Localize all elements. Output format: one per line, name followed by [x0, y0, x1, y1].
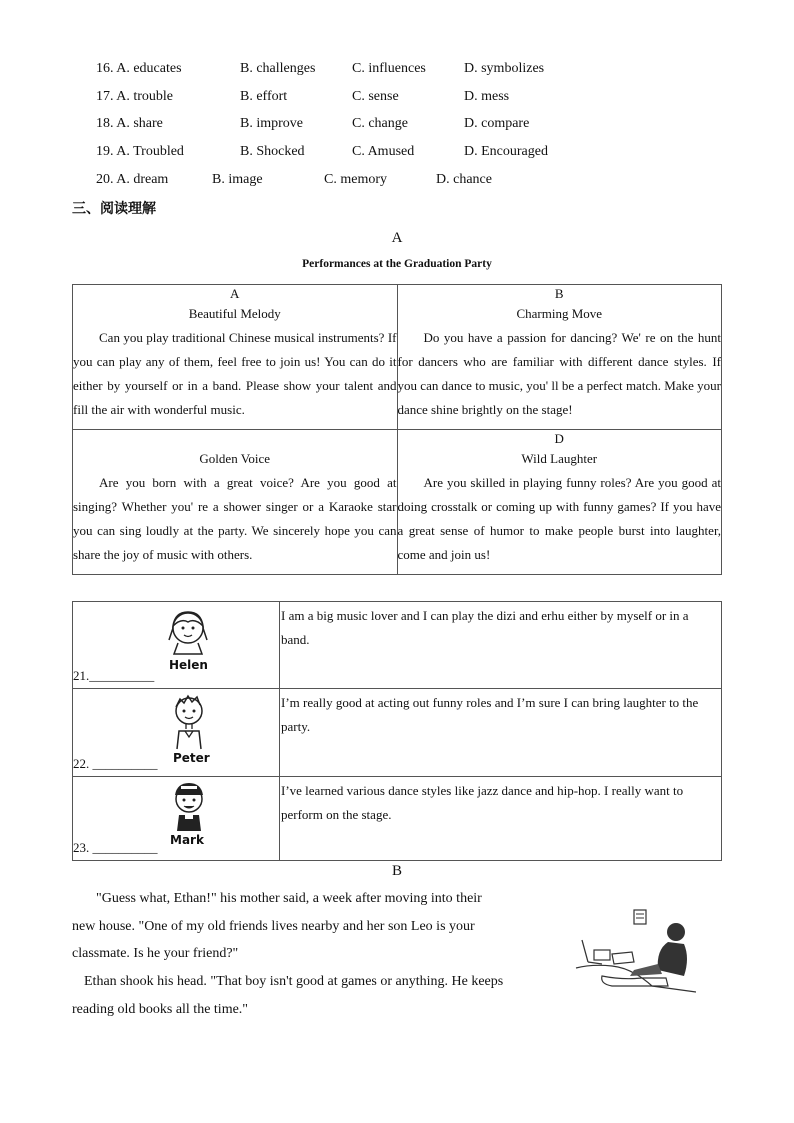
cell-text: Are you born with a great voice? Are you good at singing? Whether you' re a shower singer or a Karaoke star you can sing loudly at the party. We sincerely hope you can share the joy of music with others.	[73, 475, 397, 562]
statement-cell	[280, 602, 722, 689]
performance-cell	[397, 285, 722, 430]
person-name: Peter	[173, 751, 210, 765]
cell-letter	[73, 430, 397, 447]
option-b: B. challenges	[240, 61, 316, 76]
option-a: 16. A. educates	[96, 61, 182, 76]
cell-title: Charming Move	[516, 306, 603, 321]
statement-cell	[280, 777, 722, 861]
answer-blank[interactable]: 22. __________	[73, 756, 158, 771]
option-d: D. Encouraged	[464, 144, 548, 159]
cell-text: Are you skilled in playing funny roles? Are you good at doing crosstalk or coming up with funny games? If you have a great sense of humor to make people burst into laughter, come and join us!	[397, 475, 721, 562]
story-line: Ethan shook his head. "That boy isn't good at games or anything. He keeps	[84, 974, 504, 989]
person-name: Helen	[169, 658, 208, 672]
boy-reading-illustration	[572, 906, 696, 998]
option-c: C. sense	[352, 89, 399, 104]
option-c: C. Amused	[352, 144, 415, 159]
girl-avatar-icon	[165, 606, 211, 656]
cell-letter: D	[554, 431, 564, 446]
person-cell	[73, 777, 280, 861]
cell-letter: B	[554, 286, 564, 301]
option-c: C. memory	[324, 172, 387, 187]
option-b: B. improve	[240, 116, 303, 131]
cell-title: Wild Laughter	[521, 451, 598, 466]
story-line: "Guess what, Ethan!" his mother said, a week after moving into their	[96, 891, 482, 906]
performances-table	[72, 284, 722, 575]
cell-text: Do you have a passion for dancing? We' re on the hunt for dancers who are familiar with different dance styles. If you can dance to music, you' ll be a perfect match. Make your dance shine brightly on the stage!	[397, 330, 721, 417]
boy-with-cap-avatar-icon	[167, 779, 211, 833]
passage-title: Performances at the Graduation Party	[302, 258, 492, 270]
story-line: new house. "One of my old friends lives nearby and her son Leo is your	[72, 919, 475, 934]
option-b: B. effort	[240, 89, 288, 104]
passage-label: A	[391, 230, 403, 246]
statement-text: I am a big music lover and I can play the dizi and erhu either by myself or in a band.	[281, 608, 689, 647]
answer-blank[interactable]: 21.__________	[73, 668, 155, 683]
statement-text: I’m really good at acting out funny roles and I’m sure I can bring laughter to the party.	[281, 695, 699, 734]
story-line: reading old books all the time."	[72, 1002, 249, 1017]
cell-letter: A	[230, 286, 240, 301]
option-a: 18. A. share	[96, 116, 163, 131]
statement-cell	[280, 689, 722, 777]
boy-avatar-icon	[167, 691, 211, 751]
cell-title: Golden Voice	[199, 451, 271, 466]
option-d: D. compare	[464, 116, 530, 131]
performance-cell	[397, 430, 722, 575]
option-a: 19. A. Troubled	[96, 144, 184, 159]
option-a: 20. A. dream	[96, 172, 169, 187]
answer-blank[interactable]: 23. __________	[73, 840, 158, 855]
performance-cell	[73, 285, 398, 430]
option-a: 17. A. trouble	[96, 89, 173, 104]
matching-table	[72, 601, 722, 861]
person-name: Mark	[170, 833, 204, 847]
option-b: B. image	[212, 172, 263, 187]
passage-label: B	[391, 863, 402, 879]
option-d: D. chance	[436, 172, 492, 187]
option-c: C. change	[352, 116, 408, 131]
cell-title: Beautiful Melody	[188, 306, 281, 321]
cell-text: Can you play traditional Chinese musical instruments? If you can play any of them, feel free to join us! You can do it either by yourself or in a band. Please show your talent and fill the air with wonderful music.	[73, 330, 397, 417]
person-cell	[73, 602, 280, 689]
person-cell	[73, 689, 280, 777]
performance-cell	[73, 430, 398, 575]
option-c: C. influences	[352, 61, 426, 76]
option-d: D. mess	[464, 89, 510, 104]
option-b: B. Shocked	[240, 144, 305, 159]
statement-text: I’ve learned various dance styles like jazz dance and hip-hop. I really want to perform on the stage.	[281, 783, 684, 822]
option-d: D. symbolizes	[464, 61, 545, 76]
section-title: 三、阅读理解	[72, 201, 156, 217]
story-line: classmate. Is he your friend?"	[72, 946, 239, 961]
